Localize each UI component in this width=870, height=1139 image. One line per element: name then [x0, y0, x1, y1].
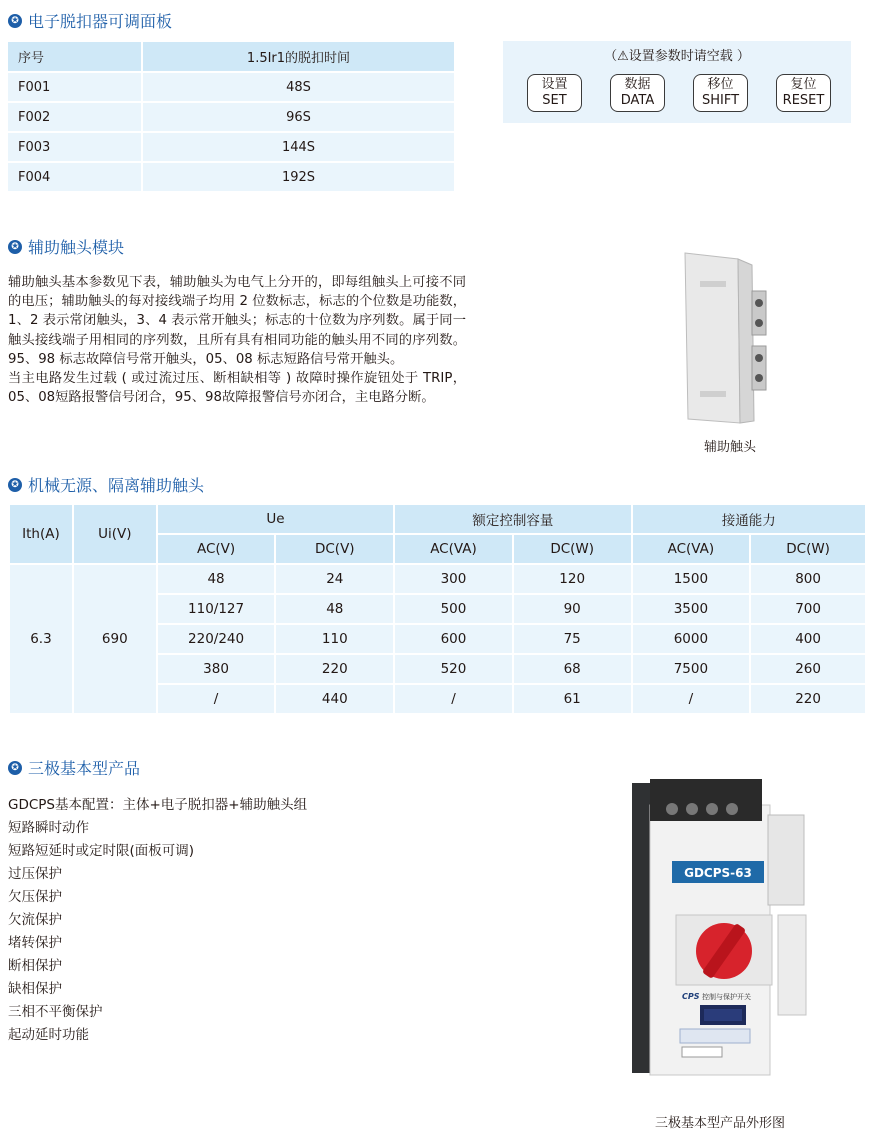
table-row [9, 564, 866, 594]
star-bullet-icon: ✪ [8, 478, 22, 492]
table-cell: / [632, 684, 751, 714]
button-label-cn: 设置 [541, 77, 568, 92]
product-caption: 三极基本型产品外形图 [654, 1116, 785, 1131]
star-bullet-icon: ✪ [8, 14, 22, 28]
feature-list [8, 794, 307, 1047]
list-item: 三相不平衡保护 [8, 1004, 103, 1020]
table-cell: 600 [394, 624, 513, 654]
subheader-cell: AC(VA) [394, 534, 513, 564]
table-header-row [8, 42, 454, 72]
aux-paragraph-2: 当主电路发生过载 ( 或过流过压、断相缺相等 ) 故障时操作旋钮处于 TRIP，05、08短路报警信号闭合，95、98故障报警信号亦闭合，主电路分断。 [8, 371, 466, 406]
table-cell: 68 [513, 654, 632, 684]
table-cell: 24 [275, 564, 394, 594]
table-cell: 520 [394, 654, 513, 684]
star-bullet-icon: ✪ [8, 240, 22, 254]
button-label-en: DATA [620, 93, 655, 108]
contact-spec-table [8, 503, 867, 715]
aux-paragraph-1: 辅助触头基本参数见下表，辅助触头为电气上分开的，即每组触头上可接不同的电压；辅助触头的每对接线端子均用 2 位数标志，标志的个位数是功能数，1、2 表示常闭触头，3、4 表示常开触头；标志的十位数为序列数。属于同一触头接线端子用相同的序列数，且所有具有相同功能的触头用不同的序列数。95、98 标志故障信号常开触头，05、08 标志短路信号常开触头。 [8, 275, 466, 367]
table-cell: 96S [142, 102, 454, 132]
subheader-cell: DC(W) [513, 534, 632, 564]
section-title-text: 辅助触头模块 [28, 238, 125, 257]
table-cell: 3500 [632, 594, 751, 624]
list-item: 断相保护 [8, 958, 62, 974]
table-row [8, 132, 454, 162]
table-cell: 90 [513, 594, 632, 624]
table-cell: F004 [8, 162, 142, 192]
ith-value-cell: 6.3 [9, 564, 73, 714]
table-cell: F003 [8, 132, 142, 162]
header-cell-ui: Ui(V) [73, 504, 157, 564]
table-cell: 48S [142, 72, 454, 102]
table-cell: 400 [750, 624, 866, 654]
device-name-label: 控制与保护开关 [702, 993, 751, 1001]
model-label: GDCPS-63 [684, 866, 752, 880]
list-item: 堵转保护 [8, 935, 62, 951]
header-group-ue: Ue [157, 504, 394, 534]
table-cell: 48 [275, 594, 394, 624]
list-item: 过压保护 [8, 866, 62, 882]
table-cell: F002 [8, 102, 142, 132]
table-cell: 260 [750, 654, 866, 684]
table-cell: 192S [142, 162, 454, 192]
table-cell: 7500 [632, 654, 751, 684]
table-cell: 380 [157, 654, 276, 684]
button-label-cn: 复位 [790, 77, 817, 92]
table-cell: 110/127 [157, 594, 276, 624]
product-image [620, 775, 820, 1085]
table-cell: 6000 [632, 624, 751, 654]
subheader-cell: AC(V) [157, 534, 276, 564]
table-cell: 75 [513, 624, 632, 654]
table-row [8, 72, 454, 102]
list-item: 欠流保护 [8, 912, 62, 928]
star-bullet-icon: ✪ [8, 761, 22, 775]
header-cell: 序号 [8, 42, 142, 72]
header-group-capacity: 额定控制容量 [394, 504, 631, 534]
table-row [8, 102, 454, 132]
brand-label: CPS [682, 992, 700, 1001]
table-header-row [9, 504, 866, 534]
table-row [8, 162, 454, 192]
list-item: 起动延时功能 [8, 1027, 89, 1043]
section-title-trip-panel [8, 9, 172, 32]
table-cell: / [394, 684, 513, 714]
table-cell: F001 [8, 72, 142, 102]
aux-caption: 辅助触头 [703, 440, 756, 455]
table-cell: 1500 [632, 564, 751, 594]
ui-value-cell: 690 [73, 564, 157, 714]
table-cell: 220/240 [157, 624, 276, 654]
table-cell: 800 [750, 564, 866, 594]
table-cell: 300 [394, 564, 513, 594]
header-cell: 1.5Ir1的脱扣时间 [142, 42, 454, 72]
button-label-en: SET [542, 93, 567, 108]
trip-time-table [8, 42, 454, 193]
list-item: 短路瞬时动作 [8, 820, 89, 836]
table-cell: 110 [275, 624, 394, 654]
section-title-text: 电子脱扣器可调面板 [28, 12, 173, 31]
data-button[interactable] [610, 74, 665, 112]
section-title-text: 三极基本型产品 [28, 759, 141, 778]
button-label-cn: 数据 [624, 77, 651, 92]
reset-button[interactable] [776, 74, 831, 112]
aux-description [8, 273, 466, 407]
table-cell: 220 [750, 684, 866, 714]
section-title-product [8, 756, 140, 779]
table-cell: 144S [142, 132, 454, 162]
table-cell: 120 [513, 564, 632, 594]
table-cell: 61 [513, 684, 632, 714]
list-item: GDCPS基本配置：主体+电子脱扣器+辅助触头组 [8, 797, 308, 813]
button-label-en: SHIFT [701, 93, 740, 108]
section-title-contact-table [8, 473, 204, 496]
table-cell: 220 [275, 654, 394, 684]
subheader-cell: DC(W) [750, 534, 866, 564]
aux-contact-image [680, 251, 770, 426]
subheader-cell: AC(VA) [632, 534, 751, 564]
table-cell: 500 [394, 594, 513, 624]
button-label-en: RESET [782, 93, 825, 108]
button-label-cn: 移位 [707, 77, 734, 92]
table-cell: 700 [750, 594, 866, 624]
shift-button[interactable] [693, 74, 748, 112]
list-item: 欠压保护 [8, 889, 62, 905]
header-group-making: 接通能力 [632, 504, 866, 534]
subheader-cell: DC(V) [275, 534, 394, 564]
table-cell: / [157, 684, 276, 714]
section-title-aux-module [8, 235, 124, 258]
set-button[interactable] [527, 74, 582, 112]
table-cell: 48 [157, 564, 276, 594]
panel-warning-note: （⚠设置参数时请空载 ） [604, 49, 750, 64]
header-cell-ith: Ith(A) [9, 504, 73, 564]
table-cell: 440 [275, 684, 394, 714]
section-title-text: 机械无源、隔离辅助触头 [28, 476, 205, 495]
list-item: 短路短延时或定时限(面板可调) [8, 843, 195, 859]
adjust-panel [503, 41, 851, 123]
list-item: 缺相保护 [8, 981, 62, 997]
